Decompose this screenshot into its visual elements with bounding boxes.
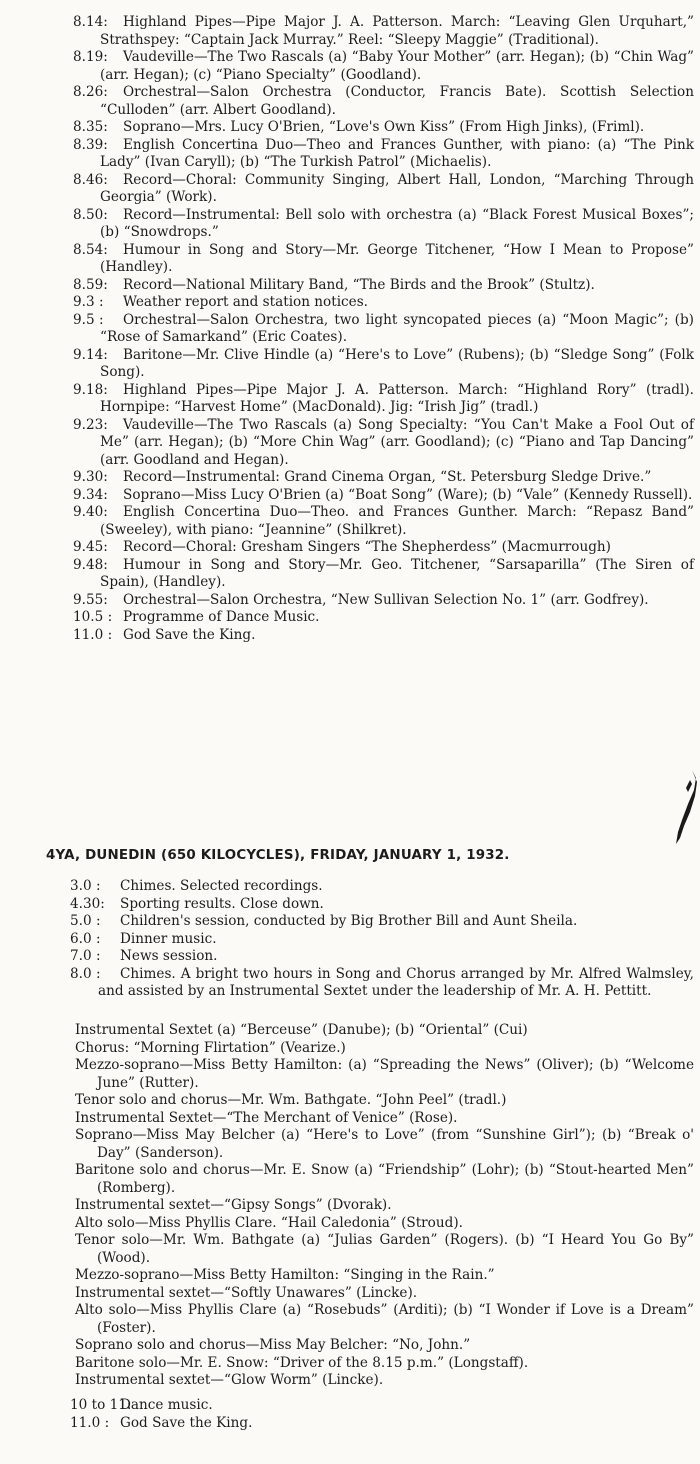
- schedule-entry: [0, 14, 700, 49]
- programme-entry-text: [23, 382, 694, 417]
- programme-description: Orchestral—Salon Orchestra, “New Sullivan Selection No. 1” (arr. Godfrey).: [123, 591, 649, 608]
- time-slot: 10.5 :: [73, 609, 113, 625]
- programme-entry-text: [23, 119, 694, 137]
- programme-entry-text: [23, 84, 694, 119]
- schedule-entry: [0, 347, 700, 382]
- time-slot: 8.35:: [73, 119, 108, 135]
- programme-entry-text: [23, 277, 694, 295]
- time-slot: 8.39:: [73, 136, 108, 153]
- time-slot: 9.48:: [73, 556, 108, 573]
- programme-description: Sporting results. Close down.: [120, 895, 324, 912]
- programme-entry-text: [23, 539, 694, 557]
- schedule-entry: [0, 417, 700, 470]
- programme-entry-text: [23, 347, 694, 382]
- programme-description: Record—Choral: Gresham Singers “The Shepherdess” (Macmurrough): [123, 539, 611, 555]
- schedule-entry: [0, 557, 700, 592]
- schedule-entry: [0, 896, 700, 914]
- time-slot: 9.40:: [73, 504, 108, 520]
- programme-description: Soprano—Mrs. Lucy O'Brien, “Love's Own Kiss” (From High Jinks), (Friml).: [123, 119, 645, 135]
- time-slot: 9.30:: [73, 469, 108, 485]
- time-slot: 3.0 :: [70, 878, 101, 894]
- programme-description: Orchestral—Salon Orchestra, two light syncopated pieces (a) “Moon Magic”; (b) “Rose of Samarkand” (Eric Coates).: [100, 311, 694, 345]
- programme-description: English Concertina Duo—Theo and Frances Gunther, with piano: (a) “The Pink Lady” (Ivan Caryll); (b) “The Turkish Patrol” (Michaelis).: [100, 136, 694, 170]
- time-slot: 8.14:: [73, 14, 108, 30]
- time-slot: 4.30:: [70, 895, 105, 912]
- programme-description: Programme of Dance Music.: [123, 609, 320, 625]
- schedule-entry: [0, 966, 700, 1001]
- schedule-entry: [0, 878, 700, 896]
- programme-item: Instrumental sextet—“Glow Worm” (Lincke).: [75, 1372, 384, 1388]
- programme-description: Chimes. Selected recordings.: [120, 878, 323, 894]
- programme-item: Instrumental sextet—“Softly Unawares” (Lincke).: [75, 1284, 418, 1301]
- time-slot: 9.55:: [73, 591, 108, 608]
- programme-description: News session.: [120, 948, 218, 964]
- time-slot: 8.19:: [73, 49, 108, 65]
- programme-description: Soprano—Miss Lucy O'Brien (a) “Boat Song” (Ware); (b) “Vale” (Kennedy Russell).: [123, 486, 693, 503]
- schedule-entry: [0, 382, 700, 417]
- programme-item: Alto solo—Miss Phyllis Clare. “Hail Caledonia” (Stroud).: [75, 1214, 463, 1231]
- programme-description: Highland Pipes—Pipe Major J. A. Patterson. March: “Highland Rory” (tradl). Hornpipe: “Harvest Home” (MacDonald). Jig: “Irish Jig” (tradl.): [100, 381, 694, 415]
- schedule-entry: [0, 84, 700, 119]
- time-slot: 9.23:: [73, 416, 108, 433]
- programme-item: Mezzo-soprano—Miss Betty Hamilton: (a) “Spreading the News” (Oliver); (b) “Welcome June” (Rutter).: [75, 1057, 694, 1091]
- programme-entry-text: [23, 294, 694, 312]
- schedule-entry: [0, 469, 700, 487]
- programme-item: Instrumental Sextet—“The Merchant of Venice” (Rose).: [75, 1109, 458, 1126]
- programme-description: Highland Pipes—Pipe Major J. A. Patterson. March: “Leaving Glen Urquhart,” Strathspey: “Captain Jack Murray.” Reel: “Sleepy Maggie” (Traditional).: [100, 14, 694, 48]
- programme-entry-text: [19, 878, 694, 896]
- schedule-entry: [0, 49, 700, 84]
- programme-entry-text: [23, 417, 694, 470]
- programme-entry-text: [23, 504, 694, 539]
- time-slot: 11.0 :: [70, 1414, 110, 1431]
- dunedin-programme: [0, 878, 700, 1001]
- programme-entry-text: [19, 896, 694, 914]
- programme-entry-text: [23, 592, 694, 610]
- programme-item: Soprano solo and chorus—Miss May Belcher: “No, John.”: [75, 1337, 471, 1353]
- schedule-entry: [0, 592, 700, 610]
- programme-description: Weather report and station notices.: [123, 294, 369, 310]
- schedule-entry: [0, 172, 700, 207]
- programme-description: English Concertina Duo—Theo. and Frances Gunther. March: “Repasz Band” (Sweeley), with piano: “Jeannine” (Shilkret).: [100, 504, 694, 538]
- programme-entry-text: [23, 207, 694, 242]
- evening-programme-continued: [0, 14, 700, 644]
- programme-entry-text: [23, 49, 694, 84]
- programme-entry-text: [23, 242, 694, 277]
- programme-entry-text: [19, 1415, 694, 1433]
- schedule-entry: [0, 294, 700, 312]
- programme-entry-text: [23, 14, 694, 49]
- programme-entry-text: [23, 487, 694, 505]
- schedule-entry: [0, 487, 700, 505]
- time-slot: 9.34:: [73, 486, 108, 503]
- programme-entry-text: [19, 913, 694, 931]
- time-slot: 8.50:: [73, 206, 108, 223]
- schedule-entry: [0, 948, 700, 966]
- time-slot: 9.14:: [73, 346, 108, 363]
- schedule-entry: [0, 539, 700, 557]
- programme-description: Children's session, conducted by Big Brother Bill and Aunt Sheila.: [120, 913, 578, 929]
- programme-description: Vaudeville—The Two Rascals (a) “Baby Your Mother” (arr. Hegan); (b) “Chin Wag” (arr. Hegan); (c) “Piano Specialty” (Goodland).: [100, 49, 694, 83]
- time-slot: 9.18:: [73, 381, 108, 398]
- schedule-entry: [0, 1397, 700, 1415]
- programme-entry-text: [19, 1397, 694, 1415]
- schedule-entry: [0, 242, 700, 277]
- programme-item: Chorus: “Morning Flirtation” (Vearize.): [75, 1039, 346, 1056]
- schedule-entry: [0, 277, 700, 295]
- programme-description: God Save the King.: [120, 1414, 253, 1431]
- programme-description: Dance music.: [120, 1397, 213, 1413]
- programme-entry-text: [23, 172, 694, 207]
- programme-description: Vaudeville—The Two Rascals (a) Song Specialty: “You Can't Make a Fool Out of Me” (arr. Hegan); (b) “More Chin Wag” (arr. Goodland); (c) “Piano and Tap Dancing” (arr. Goodland and Hegan).: [100, 416, 694, 468]
- programme-description: Record—Instrumental: Grand Cinema Organ, “St. Petersburg Sledge Drive.”: [123, 469, 652, 485]
- time-slot: 8.54:: [73, 241, 108, 258]
- programme-entry-text: [19, 966, 694, 1001]
- schedule-entry: [0, 913, 700, 931]
- schedule-entry: [0, 207, 700, 242]
- programme-item: Instrumental sextet—“Gipsy Songs” (Dvorak).: [75, 1197, 392, 1213]
- time-slot: 8.46:: [73, 171, 108, 188]
- schedule-entry: [0, 627, 700, 645]
- programme-item: Tenor solo and chorus—Mr. Wm. Bathgate. “John Peel” (tradl.): [75, 1092, 507, 1108]
- programme-item: Baritone solo—Mr. E. Snow: “Driver of the 8.15 p.m.” (Longstaff).: [75, 1354, 529, 1371]
- schedule-entry: [0, 504, 700, 539]
- ink-smudge: [668, 768, 698, 848]
- programme-entry-text: [19, 948, 694, 966]
- time-slot: 7.0 :: [70, 948, 101, 964]
- schedule-entry: [0, 931, 700, 949]
- schedule-entry: [0, 609, 700, 627]
- programme-item: Soprano—Miss May Belcher (a) “Here's to Love” (from “Sunshine Girl”); (b) “Break o' Day” (Sanderson).: [75, 1127, 694, 1161]
- time-slot: 9.5 :: [73, 311, 104, 328]
- programme-description: Record—Choral: Community Singing, Albert Hall, London, “Marching Through Georgia” (Work).: [100, 171, 694, 205]
- dunedin-programme-close: [0, 1397, 700, 1432]
- schedule-entry: [0, 1415, 700, 1433]
- programme-description: Chimes. A bright two hours in Song and Chorus arranged by Mr. Alfred Walmsley, and assisted by an Instrumental Sextet under the leadership of Mr. A. H. Pettitt.: [98, 965, 694, 999]
- time-slot: 8.0 :: [70, 965, 101, 982]
- station-heading: 4YA, DUNEDIN (650 KILOCYCLES), FRIDAY, JANUARY 1, 1932.: [46, 848, 510, 863]
- time-slot: 8.26:: [73, 84, 108, 100]
- programme-entry-text: [23, 469, 694, 487]
- schedule-entry: [0, 312, 700, 347]
- programme-description: Humour in Song and Story—Mr. Geo. Titchener, “Sarsaparilla” (The Siren of Spain), (Handley).: [100, 556, 694, 590]
- time-slot: 5.0 :: [70, 913, 101, 929]
- programme-description: Record—Instrumental: Bell solo with orchestra (a) “Black Forest Musical Boxes”; (b) “Snowdrops.”: [100, 206, 694, 240]
- programme-item: Tenor solo—Mr. Wm. Bathgate (a) “Julias Garden” (Rogers). (b) “I Heard You Go By” (Wood).: [75, 1232, 694, 1266]
- programme-item: Mezzo-soprano—Miss Betty Hamilton: “Singing in the Rain.”: [75, 1267, 495, 1283]
- programme-description: Humour in Song and Story—Mr. George Titchener, “How I Mean to Propose” (Handley).: [100, 241, 694, 275]
- programme-description: Record—National Military Band, “The Birds and the Brook” (Stultz).: [123, 276, 595, 293]
- time-slot: 9.45:: [73, 539, 108, 555]
- programme-entry-text: [23, 627, 694, 645]
- schedule-entry: [0, 119, 700, 137]
- programme-entry-text: [23, 557, 694, 592]
- programme-entry-text: [23, 609, 694, 627]
- programme-item: Alto solo—Miss Phyllis Clare (a) “Rosebuds” (Arditi); (b) “I Wonder if Love is a Dream” (Foster).: [75, 1302, 694, 1336]
- programme-item: Baritone solo and chorus—Mr. E. Snow (a) “Friendship” (Lohr); (b) “Stout-hearted Men” (Romberg).: [75, 1162, 694, 1196]
- programme-entry-text: [23, 137, 694, 172]
- programme-entry-text: [19, 931, 694, 949]
- programme-description: God Save the King.: [123, 626, 256, 643]
- programme-item: Instrumental Sextet (a) “Berceuse” (Danube); (b) “Oriental” (Cui): [75, 1022, 528, 1038]
- time-slot: 9.3 :: [73, 294, 104, 310]
- time-slot: 10 to 11:: [70, 1397, 132, 1413]
- time-slot: 6.0 :: [70, 930, 101, 947]
- time-slot: 11.0 :: [73, 626, 113, 643]
- programme-description: Dinner music.: [120, 930, 217, 947]
- programme-description: Orchestral—Salon Orchestra (Conductor, Francis Bate). Scottish Selection “Culloden” (arr. Albert Goodland).: [100, 84, 694, 118]
- schedule-entry: [0, 137, 700, 172]
- time-slot: 8.59:: [73, 276, 108, 293]
- programme-description: Baritone—Mr. Clive Hindle (a) “Here's to Love” (Rubens); (b) “Sledge Song” (Folk Song).: [100, 346, 694, 380]
- programme-entry-text: [23, 312, 694, 347]
- song-and-chorus-items: [0, 1022, 700, 1390]
